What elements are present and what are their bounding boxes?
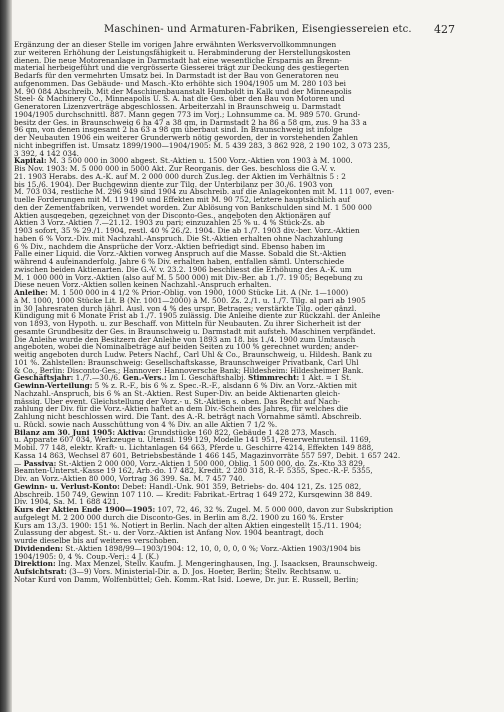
text-line: u. Apparate 607 034, Werkzeuge u. Utensil. 199 129, Modelle 141 951, Feuerwehrutensil. 1169,: [14, 436, 371, 444]
text-line: Nachzahl.-Anspruch, bis 6 % an St.-Aktien. Rest Super-Div. an beide Aktienarten gleich-: [14, 389, 341, 398]
text-line: Bilanz am 30. Juni 1905: Aktiva: Grundstücke 160 822, Gebäude 1 428 273, Masch.: [14, 428, 337, 437]
text-line: Div. 1904, Sa. M. 1 688 421.: [14, 498, 119, 506]
text-line: dienen. Die neue Motorenanlage in Darmstadt hat eine wesentliche Ersparnis an Brenn-: [14, 56, 342, 65]
text-line: Aufsichtsrat: (3—9) Vors. Ministerial-Dir. a. D. Jos. Hoeter, Berlin; Stellv. Rechtsanw. u.: [14, 568, 342, 576]
text-line: 6 % Div., nachdem die Ansprüche der Vorz.-Aktien befriedigt sind. Ebenso haben im: [14, 242, 326, 251]
text-line: angeboten, wobei die Nominalbeträge auf beiden Seiten zu 100 % gerechnet wurden; ander-: [14, 343, 359, 351]
text-line: Mobil. 77 148, elektr. Kraft- u. Lichtanlagen 64 663, Pferde u. Geschirre 4214, Effekten 149 888,: [14, 444, 374, 452]
text-line: u. Rückl. sowie nach Ausschüttung von 4 % Div. an alle Aktien 7 1/2 %.: [14, 420, 278, 429]
text-line: 1904/1905 durchschnittl. 887. Mann gegen 773 im Vorj.; Lohnsumme ca. M. 989 570. Grund-: [14, 110, 361, 119]
text-line: haben 6 % Vorz.-Div. mit Nachzahl.-Anspruch. Die St.-Aktien erhalten ohne Nachzahlung: [14, 234, 344, 243]
text-line: Notar Kurd von Damm, Wolfenbüttel; Geh. Komm.-Rat Isid. Loewe, Dr. jur. E. Russell, Berlin;: [14, 575, 359, 584]
text-line: M. 90 084 Abschreib. Mit der Maschinenbauanstalt Humboldt in Kalk und der Minneapolis: [14, 87, 352, 96]
text-line: Div. an Vorz.-Aktien 80 000, Vortrag 36 399. Sa. M. 7 457 740.: [14, 475, 245, 483]
text-line: Falle einer Liquid. die Vorz.-Aktien vorweg Anspruch auf die Masse. Sobald die St.-Aktien: [14, 250, 347, 258]
text-line: Gewinn-Verteilung: 5 % z. R.-F., bis 6 % z. Spec.-R.-F., alsdann 6 % Div. an Vorz.-Aktien mit: [14, 382, 357, 390]
text-line: Zulassung der abgest. St.- u. der Vorz.-Aktien ist Anfang Nov. 1904 beantragt, doch: [14, 529, 324, 537]
text-line: Beamten-Unterst.-Kasse 19 162, Arb.-do. 17 482, Kredit. 2 280 318, R.-F. 5355, Spec.-R.-F. 5355,: [14, 467, 373, 475]
text-line: 21. 1903 Herabs. des A.-K. auf M. 2 000 000 durch Zus.leg. der Aktien im Verhältnis 5 : 2: [14, 172, 346, 181]
text-line: nicht inbegriffen ist. Umsatz 1899/1900—1904/1905: M. 5 439 283, 3 862 928, 2 190 102, 3 073 235,: [14, 141, 391, 150]
text-line: Generatoren Lizenzverträge abgeschlossen. Arbeiterzahl in Braunschweig u. Darmstadt: [14, 103, 341, 111]
text-line: M. 703 034, restliche M. 296 949 sind 1904 zu Abschreib. auf die Anlagekonten mit M. 111 007, even-: [14, 188, 395, 196]
text-line: Dividenden: St.-Aktien 1898/99—1903/1904: 12, 10, 0, 0, 0, 0 %; Vorz.-Aktien 1903/1904 bis: [14, 544, 361, 553]
text-line: aufgenommen. Das Gebäude- und Masch.-Kto erhöhte sich 1904/1905 um M. 280 103 bei: [14, 79, 346, 88]
text-line: Kurs der Aktien Ende 1900—1905: 107, 72, 46, 32 %. Zugel. M. 5 000 000, davon zur Subskription: [14, 506, 394, 514]
text-line: den der Zementfabriken, verwendet worden. Zur Ablösung von Bankschulden sind M. 1 500 000: [14, 203, 372, 212]
text-line: Diese neuen Vorz.-Aktien sollen keinen Nachzahl.-Anspruch erhalten.: [14, 281, 272, 289]
text-line: Geschäftsjahr: 1./7.—30./6. Gen.-Vers.: Im I. Geschäftshalbj. Stimmrecht: 1 Akt. = 1 St.: [14, 374, 352, 382]
text-line: Anleihe: M. 1 500 000 in 4 1/2 % Prior.-Oblig. von 1900, 1000 Stücke Lit. A (Nr. 1—1000): [14, 289, 349, 297]
page-number: 427: [434, 23, 455, 36]
text-line: besitz der Ges. in Braunschweig 6 ha 47 a 38 qm, in Darmstadt 2 ha 86 a 58 qm, zus. 9 ha 33 a: [14, 118, 367, 127]
text-line: material herbeigeführt und die vergrösserte Giesserei trägt zur Deckung des gestiegerten: [14, 64, 350, 72]
text-line: tuelle Forderungen mit M. 119 190 und Effekten mit M. 90 752, letztere hauptsächlich auf: [14, 196, 351, 204]
text-line: Die Anleihe wurde den Besitzern der Anleihe von 1893 am 18. bis 1./4. 1900 zum Umtausch: [14, 335, 356, 344]
text-line: Kurs am 13./3. 1900: 151 %. Notiert in Berlin. Nach der alten Aktien eingestellt 15./11. 1904;: [14, 521, 362, 530]
text-line: von 1893, von Hypoth. u. zur Beschaff. von Mitteln für Neubauten. Zu ihrer Sicherheit ist der: [14, 320, 361, 328]
text-line: Direktion: Ing. Max Menzel, Stellv. Kaufm. J. Mengeringhausen, Ing. J. Isaacksen, Braunschweig.: [14, 560, 378, 568]
text-line: während 4 aufeinanderfolg. Jahre 6 % Div. erhalten haben, entfallen sämtl. Unterschiede: [14, 258, 345, 266]
text-line: zur weiteren Erhöhung der Leistungsfähigkeit u. Herabminderung der Herstellungskosten: [14, 48, 351, 57]
text-line: Gewinn- u. Verlust-Konto: Debet: Handl.-Unk. 901 359, Betriebs- do. 404 121, Zs. 125 082,: [14, 482, 362, 491]
text-line: Ergänzung der an dieser Stelle im vorigen Jahre erwähnten Werksvervollkommnungen: [14, 41, 337, 49]
text-line: 1903 sofort, 35 % 29./1. 1904, restl. 40 % 26./2. 1904. Die ab 1./7. 1903 div.-ber. Vorz.-Aktien: [14, 227, 360, 235]
text-line: Aktien 3 Vorz.-Aktien 7.—21.12. 1903 zu pari; einzuzahlen 25 % u. 4 % Stück-Zs. ab: [14, 219, 325, 227]
text-line: aufgelegt M. 2 200 000 durch die Disconto-Ges. in Berlin am 8./2. 1900 zu 160 %. Erster: [14, 513, 344, 522]
text-line: Kassa 14 863, Wechsel 87 601, Betriebsbestände 1 466 145, Magazinvorräte 557 597, Debit. 1 657 242.: [14, 451, 401, 460]
text-line: zwischen beiden Aktienarten. Die G.-V. v. 23.2. 1906 beschliesst die Erhöhung des A.-K. um: [14, 265, 352, 274]
text-line: Steel- & Machinery Co., Minneapolis U. S. A. hat die Ges. über den Bau von Motoren und: [14, 95, 345, 103]
text-line: gesamte Grundbesitz der Ges. in Braunschweig u. Darmstadt mit aufsteh. Maschinen verpfändet.: [14, 327, 376, 336]
text-line: Zahlung nicht beschlossen wird. Die Tant. des A.-R. beträgt nach Vornahme sämtl. Abschreib.: [14, 413, 362, 421]
text-line: & Co., Berlin: Disconto-Ges.; Hannover: Hannoversche Bank; Hildesheim: Hildesheimer Bank.: [14, 366, 364, 375]
text-line: Bis Nov. 1903: M. 5 000 000 in 5000 Akt. Zur Reorganis. der Ges. beschloss die G.-V. v.: [14, 165, 336, 173]
text-line: Kündigung mit 6 Monate Frist ab 1./7. 1905 zulässig. Die Anleihe diente zur Rückzahl. der Anleihe: [14, 312, 381, 320]
text-line: Kapital: M. 3 500 000 in 3000 abgest. St.-Aktien u. 1500 Vorz.-Aktien von 1903 à M. 1000.: [14, 157, 353, 165]
text-line: der Neubauten 1906 ein weiterer Grunderwerb nötig geworden, der in vorstehenden Zahlen: [14, 134, 358, 142]
running-header: Maschinen- und Armaturen-Fabriken, Eisengiessereien etc.: [104, 24, 412, 35]
text-line: 3 392, 4 142 034.: [14, 149, 79, 158]
text-line: in 30 Jahresraten durch jährl. Ausl. von 4 % des urspr. Betrages; verstärkte Tilg. oder gänzl.: [14, 304, 357, 313]
text-line: bis 15./6. 1904). Der Buchgewinn diente zur Tilg. der Unterbilanz per 30./6. 1903 von: [14, 180, 333, 189]
text-line: à M. 1000, 1000 Stücke Lit. B (Nr. 1001—2000) à M. 500. Zs. 2./1. u. 1./7. Tilg. al pari ab 1905: [14, 296, 366, 305]
book-binding-edge: [0, 0, 12, 712]
text-line: zahlung der Div. für die Vorz.-Aktien haftet an dem Div.-Schein des Jahres, für welches die: [14, 405, 349, 413]
text-line: — Passiva: St.-Aktien 2 000 000, Vorz.-Aktien 1 500 000, Oblig. 1 500 000, do. Zs.-Kto 33 829,: [14, 459, 366, 468]
text-line: M. 1 000 000 in Vorz.-Aktien (also auf M. 5 500 000) mit Div.-Ber. ab 1./7. 19 05; Begebung zu: [14, 273, 363, 282]
text-line: 101 %. Zahlstellen: Braunschweig: Gesellschaftskasse, Braunschweiger Privatbank, Carl Uhl: [14, 358, 359, 367]
text-line: weitig angeboten durch Ludw. Peters Nachf., Carl Uhl & Co., Braunschweig, u. Hildesh. Bank zu: [14, 351, 373, 359]
text-line: 96 qm, von denen insgesamt 2 ha 63 a 98 qm überbaut sind. In Braunschweig ist infolge: [14, 126, 343, 134]
text-line: Bedarfs für den vermehrten Umsatz bei. In Darmstadt ist der Bau von Generatoren neu: [14, 72, 339, 80]
text-line: mässig. Über event. Gleichstellung der Vorz.- u. St.-Aktien s. oben. Das Recht auf Nach-: [14, 397, 340, 406]
text-line: Aktien ausgegeben, gezeichnet von der Disconto-Ges., angeboten den Aktionären auf: [14, 211, 331, 220]
text-line: Abschreib. 150 749, Gewinn 107 110. — Kredit: Fabrikat.-Ertrag 1 649 272, Kursgewinn 38 849.: [14, 490, 373, 499]
body-text: [14, 41, 502, 584]
text-line: wurde dieselbe bis auf weiteres verschoben.: [14, 537, 179, 545]
text-line: 1904/1905: 0, 4 %. Coup.-Verj.: 4 J. (K.): [14, 552, 159, 561]
